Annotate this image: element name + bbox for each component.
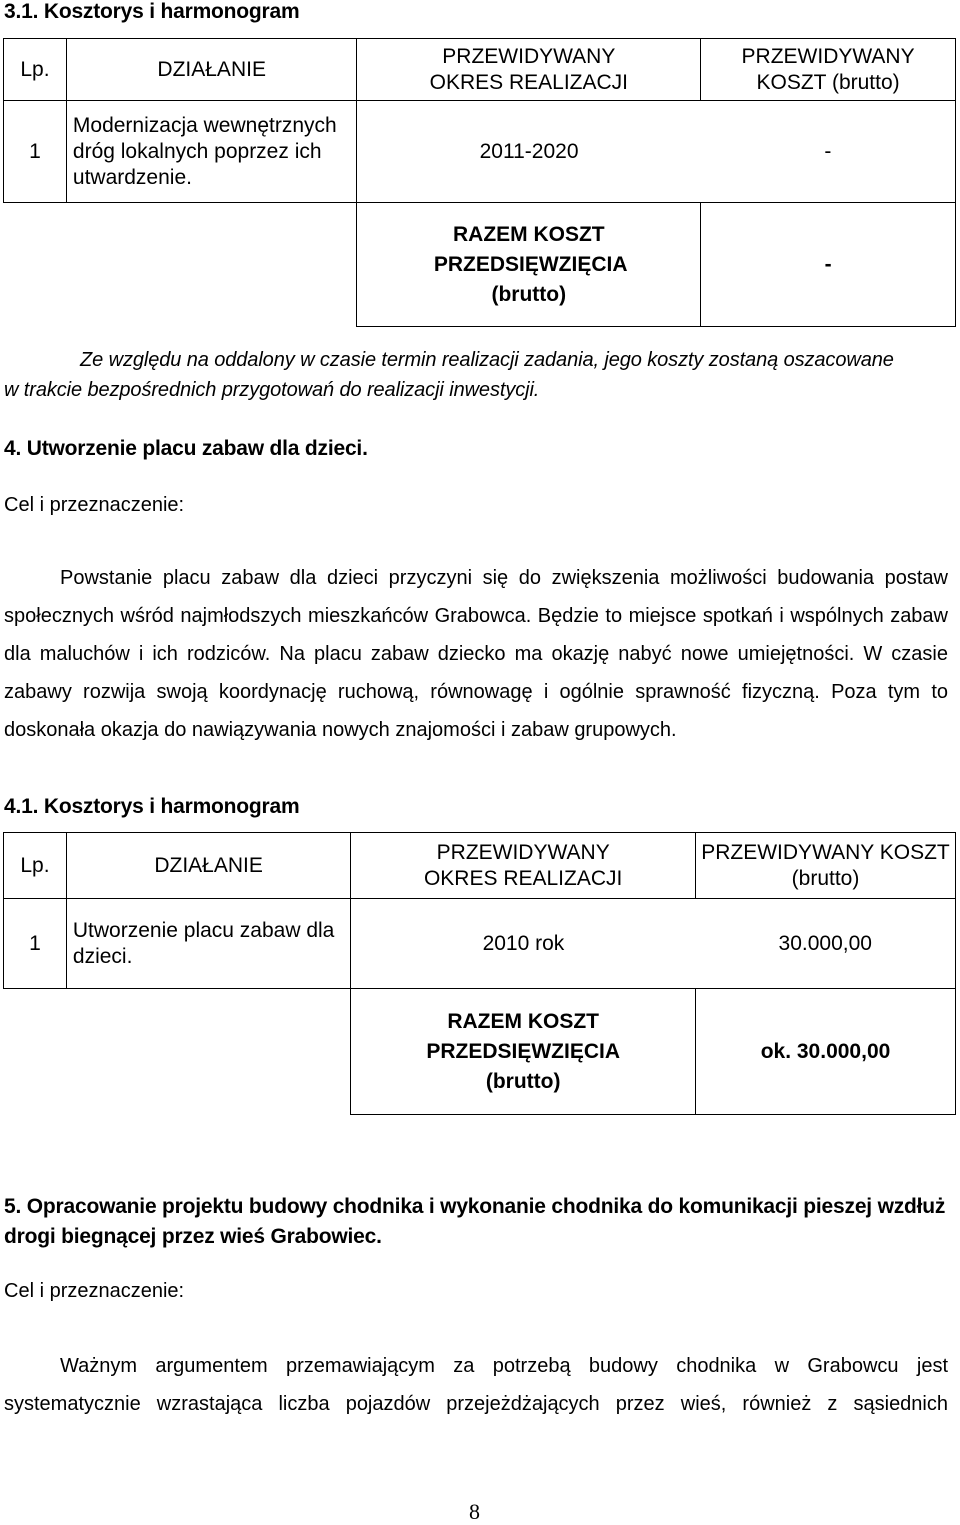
cost-note-line-1: Ze względu na oddalony w czasie termin realizacji zadania, jego koszty zostaną oszacowane bbox=[80, 349, 894, 371]
total-label: RAZEM KOSZT PRZEDSIĘWZIĘCIA (brutto) bbox=[357, 203, 701, 327]
header-lp: Lp. bbox=[4, 833, 67, 899]
total-value: ok. 30.000,00 bbox=[696, 989, 956, 1115]
cost-table-4-1 bbox=[3, 832, 956, 1115]
section-4-purpose-label: Cel i przeznaczenie: bbox=[4, 494, 185, 516]
cost-table-3-1 bbox=[3, 38, 956, 327]
section-5-purpose-label: Cel i przeznaczenie: bbox=[4, 1280, 185, 1302]
section-4-paragraph: Powstanie placu zabaw dla dzieci przyczyni się do zwiększenia możliwości budowania postaw społecznych wśród najmłodszych mieszkańców Grabowca. Będzie to miejsce spotkań i wspólnych zabaw dla maluchów i ich rodziców. Na placu zabaw dziecko ma okazję nabyć nowe umiejętności. W czasie zabawy rozwija swoją koordynację ruchową, równowagę i ogólnie sprawność fizyczną. Poza tym to doskonała okazja do nawiązywania nowych znajomości i zabaw grupowych. bbox=[4, 567, 948, 741]
section-3-1-heading: 3.1. Kosztorys i harmonogram bbox=[4, 0, 300, 23]
header-action: DZIAŁANIE bbox=[66, 833, 350, 899]
section-5-paragraph: Ważnym argumentem przemawiającym za potrzebą budowy chodnika w Grabowcu jest systematycznie wzrastająca liczba pojazdów przejeżdżających przez wieś, również z sąsiednich bbox=[4, 1355, 948, 1415]
row-cost: - bbox=[701, 101, 956, 203]
header-action: DZIAŁANIE bbox=[66, 39, 357, 101]
total-value: - bbox=[701, 203, 956, 327]
header-lp: Lp. bbox=[4, 39, 67, 101]
header-cost: PRZEWIDYWANY KOSZT (brutto) bbox=[701, 39, 956, 101]
cost-note-line-2: w trakcie bezpośrednich przygotowań do realizacji inwestycji. bbox=[4, 379, 540, 401]
row-lp: 1 bbox=[4, 899, 67, 989]
row-lp: 1 bbox=[4, 101, 67, 203]
row-action: Modernizacja wewnętrznych dróg lokalnych poprzez ich utwardzenie. bbox=[66, 101, 357, 203]
header-cost: PRZEWIDYWANY KOSZT (brutto) bbox=[696, 833, 956, 899]
row-period: 2011-2020 bbox=[357, 101, 701, 203]
section-5-heading: 5. Opracowanie projektu budowy chodnika i wykonanie chodnika do komunikacji pieszej wzdłuż drogi biegnącej przez wieś Grabowiec. bbox=[4, 1195, 946, 1248]
row-action: Utworzenie placu zabaw dla dzieci. bbox=[66, 899, 350, 989]
page-number: 8 bbox=[469, 1499, 480, 1524]
total-label: RAZEM KOSZT PRZEDSIĘWZIĘCIA (brutto) bbox=[351, 989, 696, 1115]
row-period: 2010 rok bbox=[351, 899, 696, 989]
row-cost: 30.000,00 bbox=[696, 899, 956, 989]
section-4-1-heading: 4.1. Kosztorys i harmonogram bbox=[4, 795, 300, 818]
section-4-heading: 4. Utworzenie placu zabaw dla dzieci. bbox=[4, 437, 368, 460]
header-period: PRZEWIDYWANY OKRES REALIZACJI bbox=[357, 39, 701, 101]
header-period: PRZEWIDYWANY OKRES REALIZACJI bbox=[351, 833, 696, 899]
